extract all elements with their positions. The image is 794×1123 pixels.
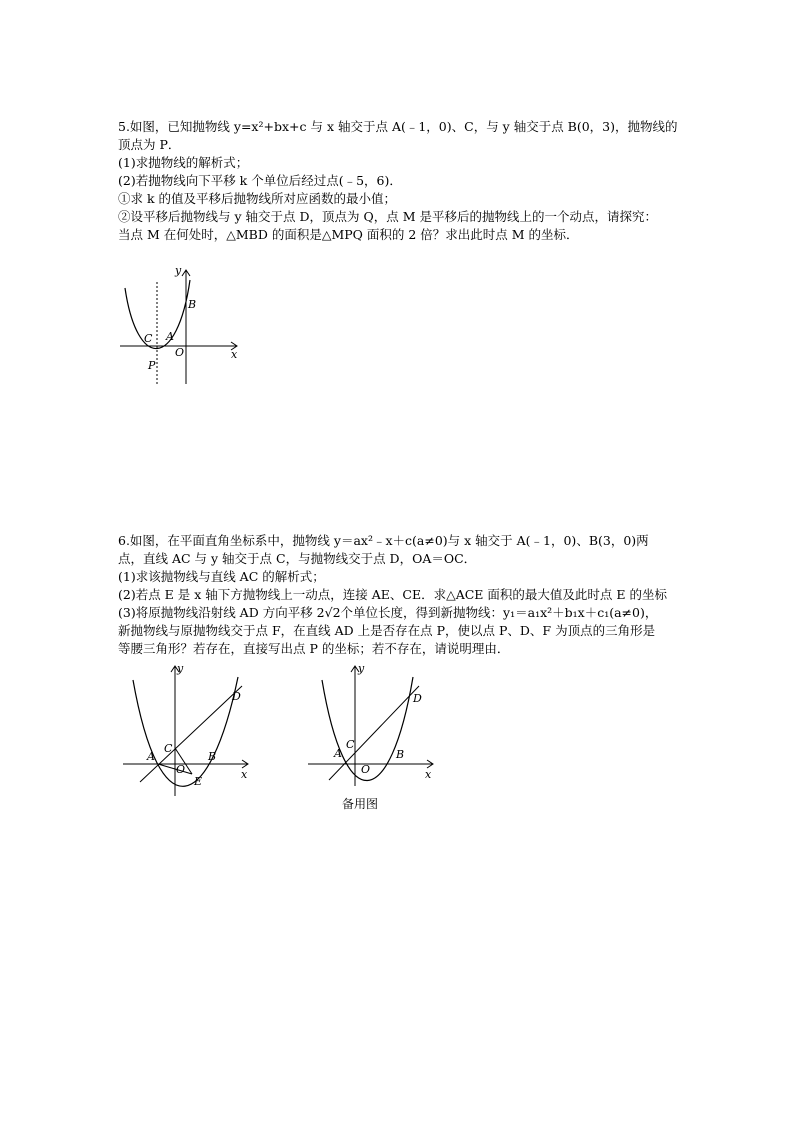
problem-5 bbox=[118, 118, 703, 244]
problem-5-line-3: (1)求抛物线的解析式； bbox=[118, 155, 249, 170]
parabola-curve bbox=[133, 677, 238, 786]
label-C: C bbox=[164, 742, 173, 755]
label-O: O bbox=[175, 346, 185, 359]
problem-6-line-3: (1)求该抛物线与直线 AC 的解析式； bbox=[118, 569, 325, 584]
label-y: y bbox=[177, 662, 184, 675]
problem-6-figure-1 bbox=[120, 662, 255, 797]
problem-6-line-4: (2)若点 E 是 x 轴下方抛物线上一动点，连接 AE、CE．求△ACE 面积的最大值及此时点 E 的坐标 bbox=[118, 587, 667, 602]
label-x: x bbox=[425, 768, 432, 781]
problem-5-line-2: 顶点为 P． bbox=[118, 137, 181, 152]
label-D: D bbox=[413, 692, 422, 705]
problem-5-line-6: ②设平移后抛物线与 y 轴交于点 D，顶点为 Q，点 M 是平移后的抛物线上的一个动点，请探究： bbox=[118, 209, 657, 224]
problem-5-figure bbox=[115, 262, 245, 387]
label-x: x bbox=[241, 768, 248, 781]
problem-6-line-1: 6.如图，在平面直角坐标系中，抛物线 y＝ax²﹣x＋c(a≠0)与 x 轴交于 A(﹣1，0)、B(3，0)两 bbox=[118, 533, 649, 548]
label-O: O bbox=[361, 763, 371, 776]
problem-6-line-6: 新抛物线与原抛物线交于点 F，在直线 AD 上是否存在点 P，使以点 P、D、F 为顶点的三角形是 bbox=[118, 623, 656, 638]
label-A: A bbox=[166, 330, 174, 343]
label-y: y bbox=[358, 662, 365, 675]
label-P: P bbox=[148, 359, 156, 372]
problem-6 bbox=[118, 532, 703, 658]
problem-6-figure-2 bbox=[305, 662, 440, 787]
problem-6-line-7: 等腰三角形？若存在，直接写出点 P 的坐标；若不存在，请说明理由． bbox=[118, 641, 510, 656]
line-AD bbox=[140, 686, 242, 782]
label-A: A bbox=[334, 747, 342, 760]
problem-6-line-5: (3)将原抛物线沿射线 AD 方向平移 2√2个单位长度，得到新抛物线：y₁＝a₁x²＋b₁x＋c₁(a≠0)， bbox=[118, 605, 658, 620]
label-D: D bbox=[232, 690, 241, 703]
line-AD bbox=[329, 686, 419, 780]
label-C: C bbox=[346, 738, 355, 751]
label-B: B bbox=[208, 750, 217, 763]
label-A: A bbox=[147, 750, 155, 763]
problem-5-line-4: (2)若抛物线向下平移 k 个单位后经过点(﹣5，6)． bbox=[118, 173, 402, 188]
label-O: O bbox=[176, 763, 186, 776]
label-x: x bbox=[231, 348, 238, 361]
label-E: E bbox=[194, 775, 203, 788]
label-B: B bbox=[396, 748, 405, 761]
problem-5-line-5: ①求 k 的值及平移后抛物线所对应函数的最小值； bbox=[118, 191, 397, 206]
label-B: B bbox=[188, 298, 197, 311]
label-y: y bbox=[175, 264, 182, 277]
problem-6-line-2: 点，直线 AC 与 y 轴交于点 C，与抛物线交于点 D，OA＝OC． bbox=[118, 551, 477, 566]
figure-caption: 备用图 bbox=[342, 797, 379, 811]
problem-5-line-7: 当点 M 在何处时，△MBD 的面积是△MPQ 面积的 2 倍？求出此时点 M 的坐标． bbox=[118, 227, 579, 242]
label-C: C bbox=[144, 332, 153, 345]
problem-5-line-1: 5.如图，已知抛物线 y=x²+bx+c 与 x 轴交于点 A(﹣1，0)、C，与 y 轴交于点 B(0，3)，抛物线的 bbox=[118, 119, 678, 134]
